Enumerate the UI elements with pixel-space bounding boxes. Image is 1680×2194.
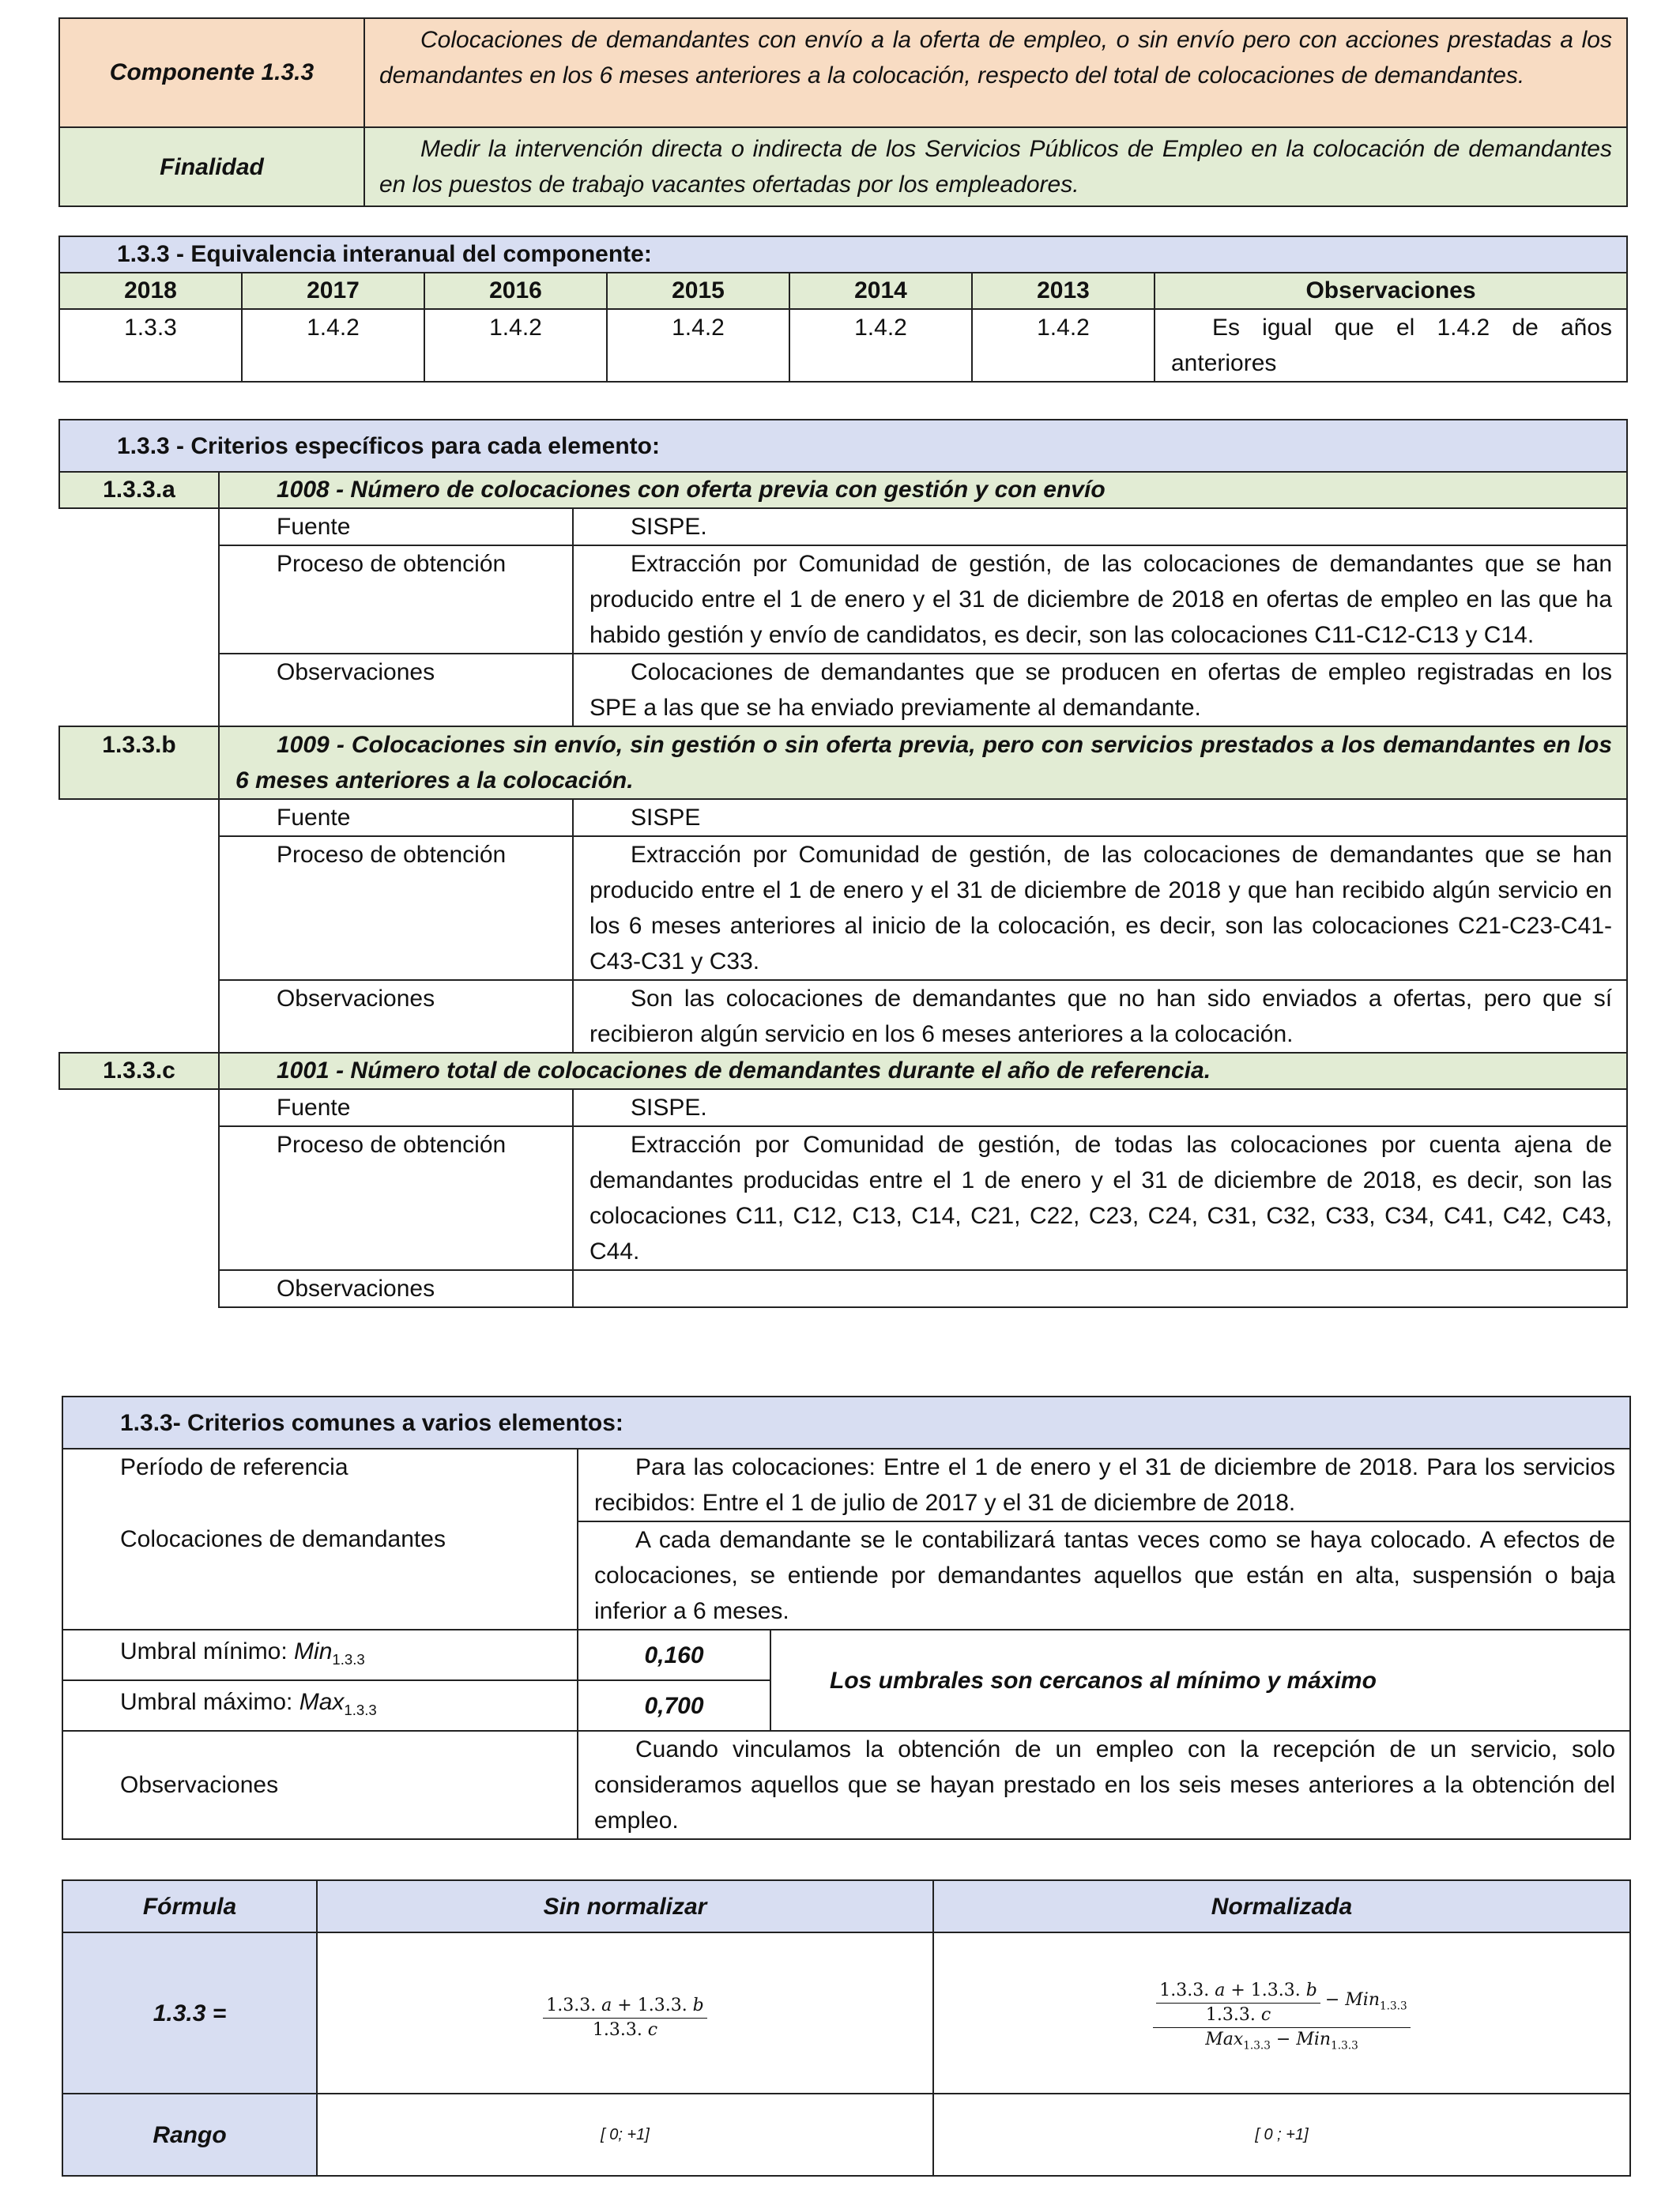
periodo-value: Para las colocaciones: Entre el 1 de enero y el 31 de diciembre de 2018. Para los servicios recibidos: Entre el 1 de julio de 2017 y el 31 de diciembre de 2018. [578,1449,1630,1521]
formula-row-label: 1.3.3 = [62,1932,317,2094]
fraction-inner-numerator: 1.3.3. 𝑎 + 1.3.3. 𝑏 [1156,1981,1320,2004]
den-min-sub: 1.3.3 [1331,2039,1358,2053]
equivalence-cell: 1.3.3 [59,309,242,382]
proceso-value: Extracción por Comunidad de gestión, de las colocaciones de demandantes que se han producido entre el 1 de enero y el 31 de diciembre de 2018 y que han recibido algún servicio en los 6 meses anteriores al inicio de la colocación, es decir, son las colocaciones C21-C23-C41-C43-C31 y C33. [573,836,1627,980]
year-header: 2013 [972,273,1155,309]
fraction [543,1996,707,2041]
blank-cell [59,799,219,1053]
comunes-title: 1.3.3- Criterios comunes a varios elementos: [62,1397,1630,1449]
proceso-label: Proceso de obtención [219,545,573,654]
element-code-c: 1.3.3.c [59,1053,219,1089]
fraction-outer-denominator [1202,2028,1362,2056]
obs-value: Cuando vinculamos la obtención de un empleo con la recepción de un servicio, solo consideramos aquellos que se hayan prestado en los seis meses anteriores a la obtención del empleo. [578,1731,1630,1839]
proceso-label: Proceso de obtención [219,836,573,980]
rango-normalizada: [ 0 ; +1] [933,2094,1630,2176]
minus-min-text: − 𝑀𝑖𝑛 [1324,1989,1381,2010]
blank-cell [59,508,219,726]
fraction-outer [1153,1981,1410,2056]
umbral-max-var: Max [299,1688,345,1715]
umbral-max-sub: 1.3.3 [344,1701,377,1718]
equivalence-cell: 1.4.2 [607,309,789,382]
element-title-a: 1008 - Número de colocaciones con oferta previa con gestión y con envío [219,472,1627,508]
element-code-a: 1.3.3.a [59,472,219,508]
observaciones-label: Observaciones [219,980,573,1053]
year-header: 2018 [59,273,242,309]
umbral-max-value: 0,700 [578,1680,770,1731]
umbral-min-label [62,1630,578,1680]
umbral-max-label [62,1680,578,1731]
formula-table [62,1879,1631,2177]
colocaciones-value: A cada demandante se le contabilizará tantas veces como se haya colocado. A efectos de colocaciones, se entiende por demandantes aquellos que están en alta, suspensión o baja inferior a 6 meses. [578,1521,1630,1630]
formula-sin-normalizar [317,1932,933,2094]
colocaciones-label: Colocaciones de demandantes [62,1521,578,1630]
observaciones-header: Observaciones [1155,273,1627,309]
fuente-value: SISPE. [573,1089,1627,1126]
equivalence-cell: 1.4.2 [789,309,972,382]
criterios-especificos-table [58,419,1628,1308]
umbral-min-text: Umbral mínimo: [120,1638,295,1664]
sin-normalizar-header: Sin normalizar [317,1880,933,1932]
fraction-denominator: 1.3.3. 𝑐 [592,2020,658,2040]
blank-cell [59,1089,219,1307]
element-code-b: 1.3.3.b [59,726,219,799]
fraction-inner-denominator: 1.3.3. 𝑐 [1205,2004,1271,2025]
equivalencia-table [58,236,1628,383]
fraction-inner [1156,1981,1320,2026]
umbral-min-value: 0,160 [578,1630,770,1680]
umbral-min-var: Min [294,1638,333,1664]
periodo-label: Período de referencia [62,1449,578,1521]
equivalence-cell: 1.4.2 [242,309,424,382]
rango-sin-normalizar: [ 0; +1] [317,2094,933,2176]
fuente-label: Fuente [219,799,573,836]
obs-label: Observaciones [62,1731,578,1839]
observaciones-label: Observaciones [219,654,573,726]
observaciones-value: Son las colocaciones de demandantes que no han sido enviados a ofertas, pero que sí recibieron algún servicio en los 6 meses anteriores a la colocación. [573,980,1627,1053]
observaciones-value [573,1270,1627,1307]
max-sub: 1.3.3 [1243,2039,1271,2053]
criterios-comunes-table [62,1396,1631,1840]
umbral-min-sub: 1.3.3 [332,1650,365,1668]
fuente-value: SISPE [573,799,1627,836]
year-header: 2016 [424,273,607,309]
fraction-numerator: 1.3.3. 𝑎 + 1.3.3. 𝑏 [543,1996,707,2019]
minus-min [1325,1990,1407,2016]
finalidad-label: Finalidad [59,127,364,206]
element-title-c: 1001 - Número total de colocaciones de demandantes durante el año de referencia. [219,1053,1627,1089]
finalidad-text: Medir la intervención directa o indirecta de los Servicios Públicos de Empleo en la colocación de demandantes en los puestos de trabajo vacantes ofertadas por los empleadores. [364,127,1627,206]
componente-text: Colocaciones de demandantes con envío a la oferta de empleo, o sin envío pero con acciones prestadas a los demandantes en los 6 meses anteriores a la colocación, respecto del total de colocaciones de demandantes. [364,18,1627,127]
criterios-title: 1.3.3 - Criterios específicos para cada elemento: [59,420,1627,472]
componente-label: Componente 1.3.3 [59,18,364,127]
den-minus-min: − 𝑀𝑖𝑛 [1270,2029,1332,2049]
proceso-value: Extracción por Comunidad de gestión, de todas las colocaciones por cuenta ajena de demandantes producidas entre el 1 de enero y el 31 de diciembre de 2018, es decir, son las colocaciones C11, C12, C13, C14, C21, C22, C23, C24, C31, C32, C33, C34, C41, C42, C43, C44. [573,1126,1627,1270]
fraction-outer-numerator [1153,1981,1410,2028]
rango-label: Rango [62,2094,317,2176]
fuente-label: Fuente [219,508,573,545]
equivalence-cell: 1.4.2 [972,309,1155,382]
component-header-table [58,17,1628,207]
fuente-label: Fuente [219,1089,573,1126]
year-header: 2017 [242,273,424,309]
fuente-value: SISPE. [573,508,1627,545]
formula-header: Fórmula [62,1880,317,1932]
year-header: 2015 [607,273,789,309]
year-header: 2014 [789,273,972,309]
element-title-b: 1009 - Colocaciones sin envío, sin gestión o sin oferta previa, pero con servicios prestados a los demandantes en los 6 meses anteriores a la colocación. [219,726,1627,799]
observaciones-value: Colocaciones de demandantes que se producen en ofertas de empleo registradas en los SPE a las que se ha enviado previamente al demandante. [573,654,1627,726]
equivalence-observation: Es igual que el 1.4.2 de años anteriores [1155,309,1627,382]
min-sub: 1.3.3 [1380,1999,1407,2012]
proceso-value: Extracción por Comunidad de gestión, de las colocaciones de demandantes que se han producido entre el 1 de enero y el 31 de diciembre de 2018 en ofertas de empleo en las que ha habido gestión y envío de candidatos, es decir, son las colocaciones C11-C12-C13 y C14. [573,545,1627,654]
proceso-label: Proceso de obtención [219,1126,573,1270]
normalizada-header: Normalizada [933,1880,1630,1932]
observaciones-label: Observaciones [219,1270,573,1307]
equivalencia-title: 1.3.3 - Equivalencia interanual del componente: [59,236,1627,273]
umbral-note: Los umbrales son cercanos al mínimo y máximo [770,1630,1630,1731]
equivalence-cell: 1.4.2 [424,309,607,382]
max-text: 𝑀𝑎𝑥 [1205,2029,1244,2049]
umbral-max-text: Umbral máximo: [120,1688,299,1715]
formula-normalizada [933,1932,1630,2094]
